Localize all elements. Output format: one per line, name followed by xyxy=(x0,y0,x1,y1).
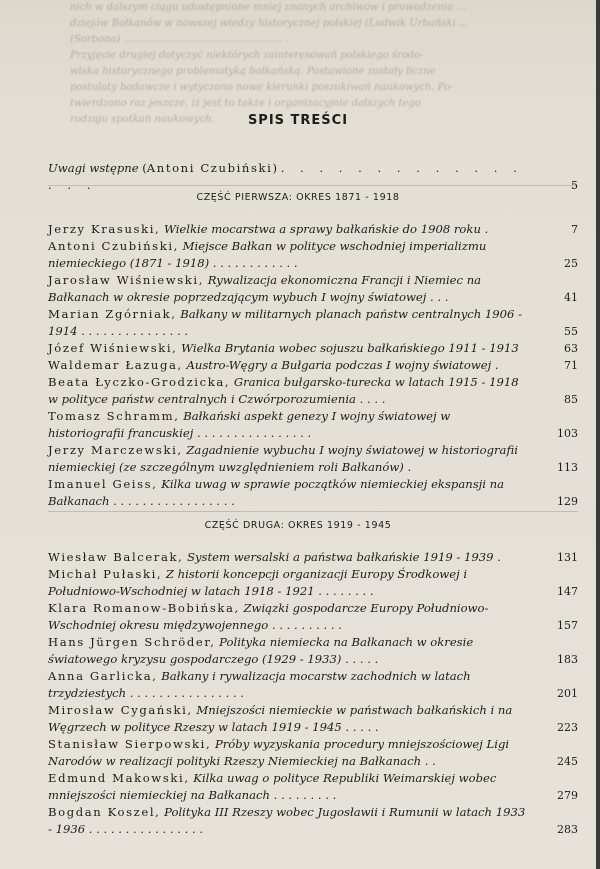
toc-entry-intro: Uwagi wstępne (Antoni Czubiński) . . . . . . . . . . . . . . . . 5 xyxy=(48,161,578,192)
entry-title: Z historii koncepcji organizacji Europy Środkowej i Południowo-Wschodniej w latach 1918 - 1921 . . . . . . . . xyxy=(48,567,468,598)
toc-entry xyxy=(48,566,578,600)
entry-author: Klara Romanow-Bobińska, xyxy=(48,601,240,615)
entry-author: Hans Jürgen Schröder, xyxy=(48,635,216,649)
page-number: 283 xyxy=(557,823,578,836)
toc-entry xyxy=(48,702,578,736)
toc-entry xyxy=(48,374,578,408)
entry-author: Tomasz Schramm, xyxy=(48,409,180,423)
entry-title: Bałkany w militarnych planach państw centralnych 1906 - 1914 . . . . . . . . . . . . . . . xyxy=(48,307,523,338)
page-number: 55 xyxy=(564,325,578,338)
page-number: 63 xyxy=(564,342,578,355)
entry-author: Imanuel Geiss, xyxy=(48,477,158,491)
page-number: 103 xyxy=(557,427,578,440)
entry-author: Jarosław Wiśniewski, xyxy=(48,273,205,287)
intro-author: Antoni Czubiński xyxy=(146,161,273,175)
entry-author: Beata Łyczko-Grodzicka, xyxy=(48,375,231,389)
page-number: 129 xyxy=(557,495,578,508)
bleed-line: wiska historycznego problematyką bałkańską. Postawione zostały liczne xyxy=(70,66,436,77)
entry-title: Kilka uwag w sprawie początków niemieckiej ekspansji na Bałkanach . . . . . . . . . . . . . . . . . xyxy=(48,477,505,508)
entry-title: Polityka niemiecka na Bałkanach w okresie światowego kryzysu gospodarczego (1929 - 1933) . . . . . xyxy=(48,635,474,666)
entry-author: Antoni Czubiński, xyxy=(48,239,179,253)
intro-title: Uwagi wstępne xyxy=(48,161,139,175)
toc-entry xyxy=(48,634,578,668)
toc-entry xyxy=(48,770,578,804)
entry-title: Wielka Brytania wobec sojuszu bałkańskiego 1911 - 1913 xyxy=(181,341,519,355)
entry-title: Wielkie mocarstwa a sprawy bałkańskie do 1908 roku . xyxy=(163,222,489,236)
page-number: 85 xyxy=(564,393,578,406)
toc-entry xyxy=(48,549,578,566)
part-heading-1: CZĘŚĆ PIERWSZA: OKRES 1871 - 1918 xyxy=(196,192,400,203)
toc-entry xyxy=(48,238,578,272)
page-number: 201 xyxy=(557,687,578,700)
entry-author: Jerzy Krasuski, xyxy=(48,222,161,236)
entry-title: Zagadnienie wybuchu I wojny światowej w historiografii niemieckiej (ze szczególnym uwzględnieniem roli Bałkanów) . xyxy=(48,443,518,474)
toc-entry xyxy=(48,476,578,510)
entry-author: Bogdan Koszel, xyxy=(48,805,161,819)
page-number: 223 xyxy=(557,721,578,734)
entry-title: Miejsce Bałkan w polityce wschodniej imperializmu niemieckiego (1871 - 1918) . . . . . . . . . . . . xyxy=(48,239,487,270)
bleed-line: twierdzono raz jeszcze, iż jest to także i organizacyjnie dalszych tego xyxy=(70,98,421,109)
toc-entry xyxy=(48,804,578,838)
entry-author: Jerzy Marczewski, xyxy=(48,443,183,457)
toc-entry xyxy=(48,272,578,306)
page-number: 245 xyxy=(557,755,578,768)
page-number: 157 xyxy=(557,619,578,632)
toc-entry xyxy=(48,357,578,374)
entry-author: Anna Garlicka, xyxy=(48,669,158,683)
entry-title: Rywalizacja ekonomiczna Francji i Niemiec na Bałkanach w okresie poprzedzającym wybuch I wojny światowej . . . xyxy=(48,273,482,304)
page-number: 279 xyxy=(557,789,578,802)
bleed-line: postulaty badawcze i wytyczono nowe kierunki poszukiwań naukowych. Po- xyxy=(70,82,454,93)
part-heading-2: CZĘŚĆ DRUGA: OKRES 1919 - 1945 xyxy=(204,520,392,531)
page-number: 7 xyxy=(571,223,578,236)
entry-title: Kilka uwag o polityce Republiki Weimarskiej wobec mniejszości niemieckiej na Bałkanach . . . . . . . . . xyxy=(48,771,497,802)
divider xyxy=(48,185,578,186)
toc-entry xyxy=(48,600,578,634)
toc-entry xyxy=(48,221,578,238)
entry-title: Austro-Węgry a Bułgaria podczas I wojny światowej . xyxy=(186,358,499,372)
page-number: 147 xyxy=(557,585,578,598)
entry-author: Waldemar Łazuga, xyxy=(48,358,183,372)
bleed-line: dziejów Bałkanów w nowszej wiedzy historycznej polskiej (Ludwik Urbański ... xyxy=(70,18,469,29)
page-number: 5 xyxy=(571,179,578,192)
entry-title: Próby wyzyskania procedury mniejszościowej Ligi Narodów w realizacji polityki Rzeszy Niemieckiej na Bałkanach . . xyxy=(48,737,510,768)
toc-entry xyxy=(48,736,578,770)
bleed-line: rodzaju spotkań naukowych. xyxy=(70,114,215,125)
page-number: 183 xyxy=(557,653,578,666)
entry-author: Michał Pułaski, xyxy=(48,567,163,581)
entry-title: Polityka III Rzeszy wobec Jugosławii i Rumunii w latach 1933 - 1936 . . . . . . . . . . . . . . . . xyxy=(48,805,526,836)
leader-dots: . . . . . . . . . . . . . . . . xyxy=(48,161,523,192)
toc-entry xyxy=(48,408,578,442)
page-number: 41 xyxy=(564,291,578,304)
entry-title: Mniejszości niemieckie w państwach bałkańskich i na Węgrzech w polityce Rzeszy w latach 1919 - 1945 . . . . . xyxy=(48,703,513,734)
divider xyxy=(48,511,578,512)
entry-title: Bałkański aspekt genezy I wojny światowej w historiografii francuskiej . . . . . . . . . . . . . . . . xyxy=(48,409,451,440)
toc-entry xyxy=(48,442,578,476)
bleed-through-text xyxy=(70,0,560,128)
bleed-line: Przyjęcie drugiej dotyczyć niektórych zainteresowań polskiego środo- xyxy=(70,50,424,61)
entry-title: System wersalski a państwa bałkańskie 1919 - 1939 . xyxy=(187,550,501,564)
page-number: 113 xyxy=(557,461,578,474)
page-number: 25 xyxy=(564,257,578,270)
entry-title: Związki gospodarcze Europy Południowo-Wschodniej okresu międzywojennego . . . . . . . . . . xyxy=(48,601,489,632)
entry-author: Wiesław Balcerak, xyxy=(48,550,184,564)
bleed-line: nich w dalszym ciągu udostępnione mniej znanych archiwów i prowadzenia ... xyxy=(70,2,466,13)
entry-author: Marian Zgórniak, xyxy=(48,307,177,321)
entry-title: Bałkany i rywalizacja mocarstw zachodnich w latach trzydziestych . . . . . . . . . . . . . . . . xyxy=(48,669,471,700)
page-number: 71 xyxy=(564,359,578,372)
bleed-line: (Sorbona) .................................................. . xyxy=(70,34,289,45)
toc-entry xyxy=(48,306,578,340)
entry-author: Stanisław Sierpowski, xyxy=(48,737,212,751)
page-title: SPIS TREŚCI xyxy=(247,113,349,128)
entry-title: Granica bułgarsko-turecka w latach 1915 - 1918 w polityce państw centralnych i Czwórporozumienia . . . . xyxy=(48,375,519,406)
entry-author: Mirosław Cygański, xyxy=(48,703,193,717)
toc-entry xyxy=(48,668,578,702)
toc-entry xyxy=(48,340,578,357)
entry-author: Józef Wiśniewski, xyxy=(48,341,178,355)
entry-author: Edmund Makowski, xyxy=(48,771,190,785)
page-number: 131 xyxy=(557,551,578,564)
